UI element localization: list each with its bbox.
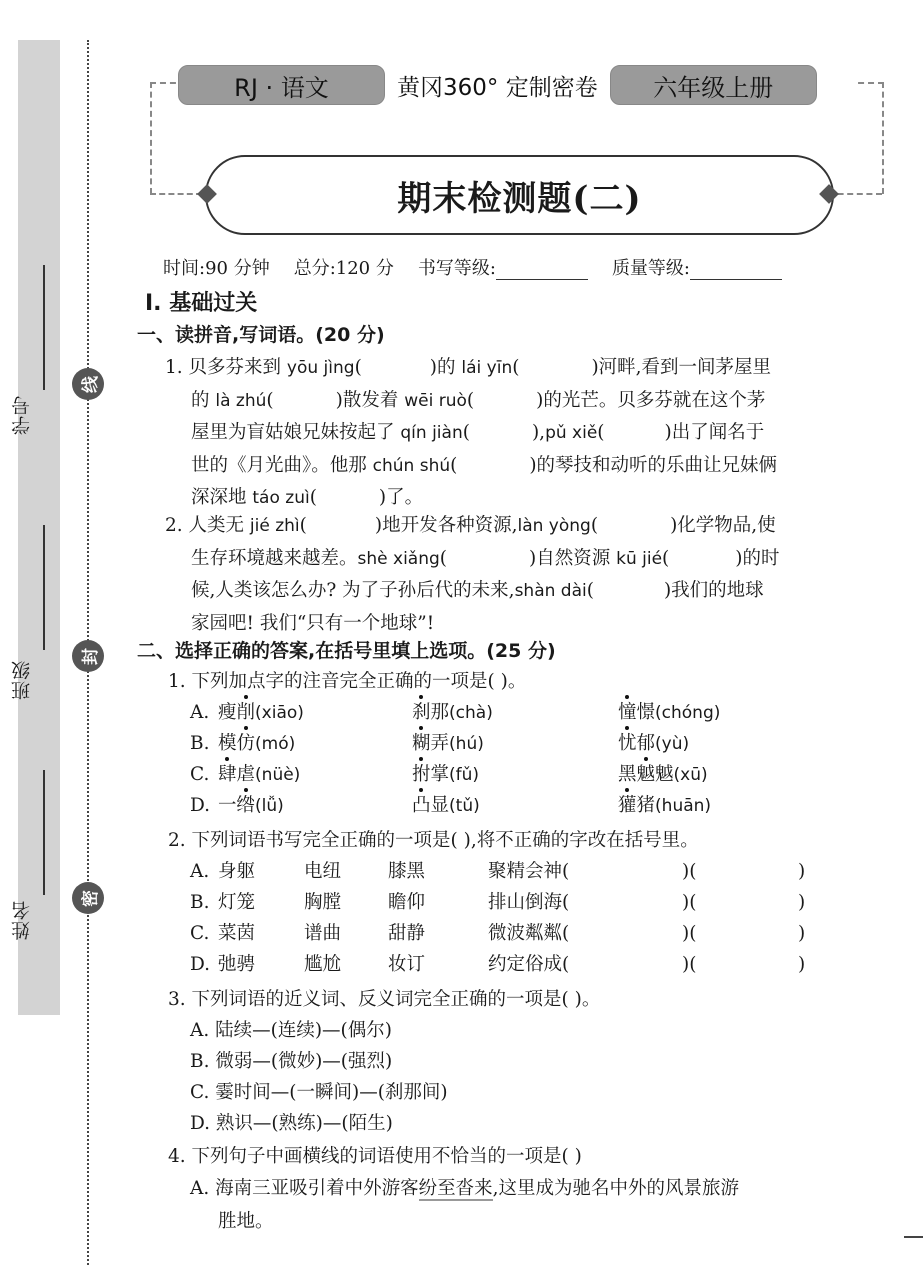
page-marker [904, 1236, 923, 1238]
q2-3-option-a[interactable]: A. 陆续—(连续)—(偶尔) [190, 1020, 392, 1041]
q2-3-option-d[interactable]: D. 熟识—(熟练)—(陌生) [190, 1113, 393, 1134]
total-score: 总分:120 分 [293, 258, 394, 279]
header-frame-left [150, 193, 202, 195]
section-2-heading: 二、选择正确的答案,在括号里填上选项。(25 分) [137, 640, 556, 662]
q2-1-option-c[interactable]: C. 肆虐(nüè) 拊掌(fǔ) 黑魆魆(xū) [190, 759, 209, 790]
q2-1-option-b[interactable]: B. 模仿(mó) 糊弄(hú) 忧郁(yù) [190, 728, 209, 759]
seal-seal-icon: 封 [72, 640, 104, 672]
q2-line-4: 家园吧! 我们“只有一个地球”! [191, 612, 435, 634]
q2-1-option-a[interactable]: A. 瘦削(xiāo) 刹那(chà) 憧憬(chóng) [190, 697, 209, 728]
header-bar [178, 65, 858, 105]
student-id-label: 学号 [10, 395, 33, 435]
name-label: 姓名 [10, 900, 33, 940]
q2-3-option-b[interactable]: B. 微弱—(微妙)—(强烈) [190, 1051, 393, 1072]
class-field [0, 660, 42, 700]
q2-4-option-a-cont: 胜地。 [218, 1211, 274, 1232]
q2-2-option-b[interactable]: B. 灯笼 胸膛 瞻仰 排山倒海( )( ) [190, 892, 806, 913]
q2-line-3: 候,人类该怎么办? 为了子孙后代的未来,shàn dài( )我们的地球 [191, 580, 764, 601]
name-blank[interactable] [43, 770, 45, 895]
q2-2-option-d[interactable]: D. 弛骋 尴尬 妆订 约定俗成( )( ) [190, 954, 806, 975]
q2-2-stem: 2. 下列词语书写完全正确的一项是( ),将不正确的字改在括号里。 [168, 830, 699, 851]
binding-strip [18, 40, 60, 1015]
writing-grade-blank[interactable] [496, 261, 588, 280]
writing-grade [418, 254, 588, 280]
exam-meta [163, 254, 806, 280]
grade-pill: 六年级上册 [610, 65, 817, 105]
class-blank[interactable] [43, 525, 45, 650]
name-field [0, 900, 42, 940]
q2-3-option-c[interactable]: C. 霎时间—(一瞬间)—(刹那间) [190, 1082, 448, 1103]
title-banner [205, 155, 834, 235]
q2-1-option-d[interactable]: D. 一绺(lǚ) 凸显(tǔ) 獾猪(huān) [190, 790, 210, 821]
writing-grade-label: 书写等级: [417, 258, 496, 279]
q1-line-2: 的 là zhú( )散发着 wēi ruò( )的光芒。贝多芬就在这个茅 [191, 389, 766, 411]
student-id-field [0, 395, 42, 435]
student-id-blank[interactable] [43, 265, 45, 390]
section-1-heading: 一、读拼音,写词语。(20 分) [137, 324, 385, 346]
q2-4-stem: 4. 下列句子中画横线的词语使用不恰当的一项是( ) [168, 1146, 582, 1167]
q1-line-5: 深深地 táo zuì( )了。 [191, 487, 424, 508]
seal-secret-icon: 密 [72, 882, 104, 914]
series-name: 黄冈360° 定制密卷 [397, 74, 598, 101]
page-title: 期末检测题(二) [397, 178, 642, 219]
q2-line-1: 2. 人类无 jié zhì( )地开发各种资源,làn yòng( )化学物品,使 [165, 515, 776, 536]
q2-1-stem: 1. 下列加点字的注音完全正确的一项是( )。 [168, 671, 527, 692]
question-1-2 [165, 510, 779, 639]
q2-2-option-a[interactable]: A. 身躯 电纽 膝黑 聚精会神( )( ) [190, 861, 806, 882]
seal-line-icon: 线 [72, 368, 104, 400]
q1-line-4: 世的《月光曲》。他那 chún shú( )的琴技和动听的乐曲让兄妹俩 [191, 454, 778, 476]
quality-grade-label: 质量等级: [611, 258, 691, 279]
part-title: Ⅰ. 基础过关 [145, 291, 258, 316]
q2-line-2: 生存环境越来越差。shè xiǎng( )自然资源 kū jié( )的时 [191, 547, 780, 569]
q2-4-option-a[interactable]: A. 海南三亚吸引着中外游客纷至沓来,这里成为驰名中外的风景旅游 [190, 1178, 740, 1199]
q2-2-option-c[interactable]: C. 菜茵 谱曲 甜静 微波粼粼( )( ) [190, 923, 806, 944]
quality-grade [612, 254, 782, 280]
time-limit: 时间:90 分钟 [163, 258, 270, 279]
class-label: 班级 [10, 660, 33, 700]
q1-line-3: 屋里为盲姑娘兄妹按起了 qín jiàn( ),pǔ xiě( )出了闻名于 [191, 422, 765, 443]
q2-3-stem: 3. 下列词语的近义词、反义词完全正确的一项是( )。 [168, 989, 601, 1010]
q1-line-1: 1. 贝多芬来到 yōu jìng( )的 lái yīn( )河畔,看到一间茅屋里 [165, 357, 772, 378]
question-1-1 [165, 352, 777, 515]
underlined-phrase: 纷至沓来 [418, 1178, 493, 1199]
quality-grade-blank[interactable] [690, 261, 782, 280]
subject-pill: RJ · 语文 [178, 65, 385, 105]
